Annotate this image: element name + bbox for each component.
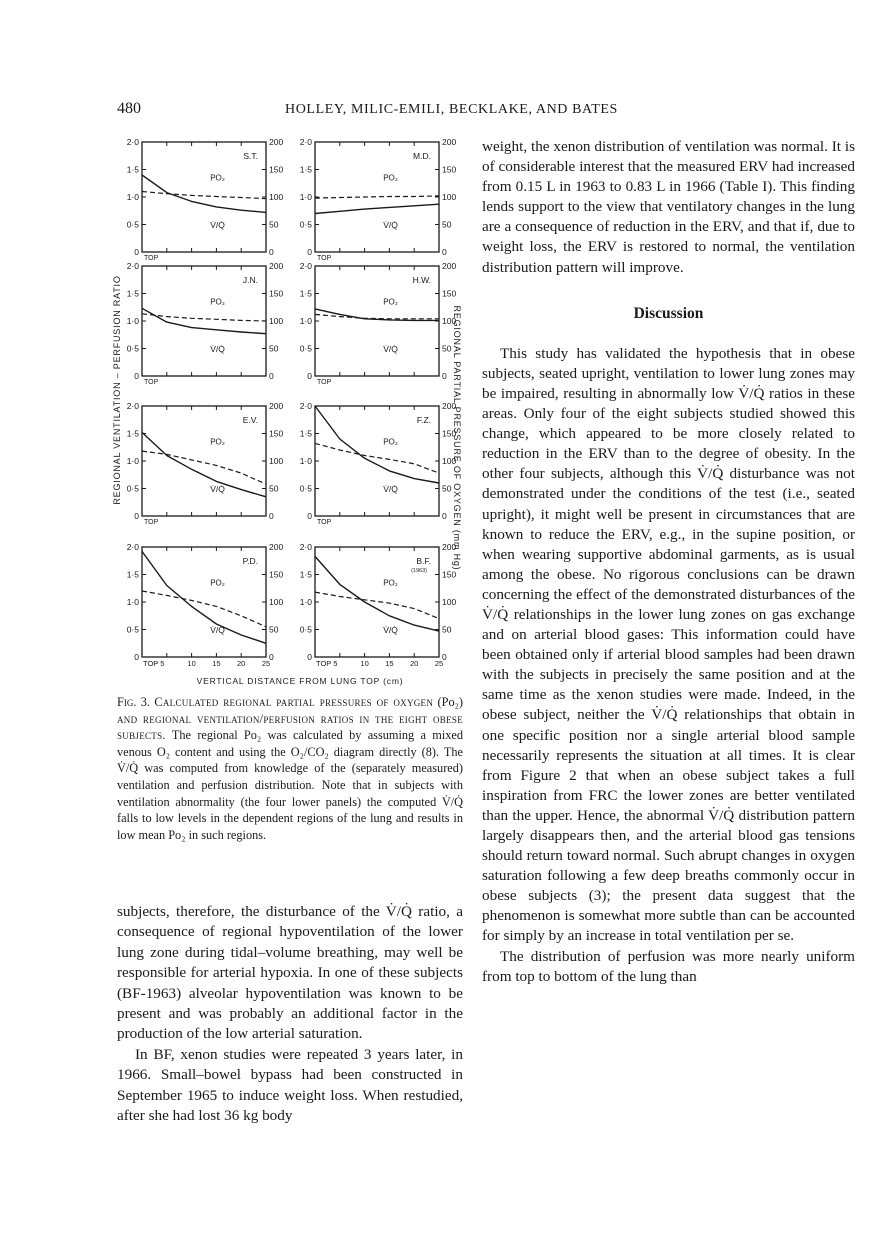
right-tick-label: 0 [442, 371, 447, 381]
left-tick-label: 1·5 [299, 288, 312, 299]
right-tick-label: 50 [442, 219, 452, 230]
x-tick-label: 10 [360, 659, 369, 668]
right-tick-label: 0 [269, 511, 274, 521]
vq-label: V̇/Q̇ [210, 219, 225, 230]
x-tick-label: 25 [261, 659, 271, 668]
vq-label: V̇/Q̇ [383, 483, 398, 494]
left-tick-label: 0 [134, 247, 139, 257]
right-tick-label: 200 [442, 401, 457, 411]
left-tick-label: 1·0 [126, 597, 139, 607]
right-tick-label: 50 [442, 343, 452, 354]
left-tick-label: 0 [134, 511, 139, 521]
vq-label: V̇/Q̇ [383, 219, 398, 230]
left-tick-label: 0 [307, 247, 312, 257]
left-tick-label: 0 [307, 511, 312, 521]
vq-label: V̇/Q̇ [210, 483, 225, 494]
right-tick-label: 50 [269, 483, 279, 494]
left-tick-label: 1·0 [299, 456, 312, 466]
po2-label: PO₂ [210, 173, 225, 183]
caption-body: The regional Po₂ was calculated by assuming a mixed venous O₂ content and using the O₂/CO₂ diagram directly (8). The V̇/Q̇ was computed from knowledge of the (separately measured) ventilation and perfusion distribution. Note that in subjects with ventilation abnormality (the four lower panels) the computed V̇/Q̇ falls to low levels in the dependent regions of the lung and results in low mean Po₂ in such regions. [117, 728, 463, 842]
right-tick-label: 100 [269, 597, 284, 607]
running-head: HOLLEY, MILIC-EMILI, BECKLAKE, AND BATES [285, 102, 618, 117]
right-tick-label: 0 [269, 247, 274, 257]
po2-dashed-line [142, 591, 266, 627]
left-tick-label: 1·0 [299, 597, 312, 607]
left-tick-label: 1·5 [126, 569, 139, 580]
x-tick-label: 20 [410, 659, 419, 668]
left-tick-label: 1·5 [299, 164, 312, 175]
right-tick-label: 200 [269, 542, 284, 552]
left-tick-label: 0 [307, 652, 312, 662]
left-tick-label: 2·0 [299, 261, 312, 271]
po2-label: PO₂ [383, 173, 398, 183]
x-axis-label: VERTICAL DISTANCE FROM LUNG TOP (cm) [196, 676, 404, 686]
vq-label: V̇/Q̇ [210, 343, 225, 354]
right-tick-label: 100 [269, 192, 284, 202]
po2-label: PO₂ [210, 437, 225, 447]
vq-label: V̇/Q̇ [210, 624, 225, 635]
right-tick-label: 0 [442, 511, 447, 521]
po2-dashed-line [142, 314, 266, 321]
left-tick-label: 1·5 [299, 428, 312, 439]
left-tick-label: 0·5 [299, 624, 312, 635]
right-tick-label: 150 [269, 428, 284, 439]
right-tick-label: 200 [442, 542, 457, 552]
right-tick-label: 0 [442, 247, 447, 257]
right-paragraph-top: weight, the xenon distribution of ventilation was normal. It is of considerable interest that the measured ERV had increased from 0.15 L in 1963 to 0.83 L in 1966 (Table I). This finding lends support to the view that ventilatory changes in the lung are a consequence of reduction in the ERV, and that if, due to weight loss, the ERV is restored to normal, the ventilation distribution pattern will improve. [482, 138, 855, 276]
left-column-text [117, 902, 463, 1126]
left-tick-label: 0·5 [299, 343, 312, 354]
discussion-paragraph-2: The distribution of perfusion was more nearly uniform from top to bottom of the lung than [482, 947, 855, 985]
vq-label: V̇/Q̇ [383, 624, 398, 635]
left-tick-label: 2·0 [126, 261, 139, 271]
vq-line [315, 204, 439, 213]
right-tick-label: 50 [442, 483, 452, 494]
panel-subject-label: S.T. [243, 151, 258, 161]
right-axis-label: REGIONAL PARTIAL PRESSURE OF OXYGEN (mm Hg) [452, 305, 462, 571]
left-tick-label: 2·0 [299, 542, 312, 552]
left-tick-label: 1·5 [126, 164, 139, 175]
panel-subject-label: H.W. [412, 275, 431, 285]
right-tick-label: 150 [442, 288, 457, 299]
x-top-label: TOP [144, 379, 159, 386]
discussion-paragraph-1: This study has validated the hypothesis that in obese subjects, seated upright, ventilation to lower lung zones may be impaired, resulting in abnormally low V̇/Q̇ ratios in these areas. Only four of the eight subjects studied showed this change, which appeared to be more closely related to reduction in the ERV than to the degree of obesity. In the other four subjects, although this V̇/Q̇ disturbance was not demonstrated under the conditions of the test (i.e., seated upright), it might well be present in circumstances that are known to reduce the ERV, e.g., in the supine position, or when wearing supportive abdominal garments, as is usual among the obese. No rigorous conclusions can be drawn concerning the effect of the demonstrated disturbances of the V̇/Q̇ relationships in the lower lung zones on gas exchange and on arterial blood gases: This information could have been obtained only if arterial blood samples had been drawn with the subjects in precisely the same position and at the same time as the xenon studies were made. Indeed, in the obese subject, neither the V̇/Q̇ relationships that obtain in one specific position nor a single arterial blood sample necessarily represents the situation at all times. It is clear from Figure 2 that when an obese subject takes a full inspiration from FRC the lower zones are better ventilated than the upper. Hence, the abnormal V̇/Q̇ distribution pattern largely disappears then, and the arterial blood gas tensions should return toward normal. Such abrupt changes in oxygen saturation following a few deep breaths commonly occur in obese subjects (3); the present data suggest that the phenomenon is somewhat more subtle than can be accounted for simply by an increase in total ventilation per se. [482, 344, 855, 945]
x-top-label: TOP [317, 379, 332, 386]
panel-subject-label: E.V. [242, 415, 258, 425]
right-tick-label: 150 [269, 288, 284, 299]
x-tick-label: 25 [434, 659, 444, 668]
right-tick-label: 100 [269, 316, 284, 326]
left-tick-label: 2·0 [299, 138, 312, 147]
x-tick-label: 20 [237, 659, 246, 668]
po2-dashed-line [315, 196, 439, 198]
left-tick-label: 0 [307, 371, 312, 381]
left-tick-label: 0 [134, 652, 139, 662]
vq-line [142, 432, 266, 496]
right-tick-label: 0 [442, 652, 447, 662]
left-axis-label: REGIONAL VENTILATION – PERFUSION RATIO [112, 275, 122, 505]
figure-caption [117, 694, 463, 843]
left-tick-label: 1·0 [299, 316, 312, 326]
right-tick-label: 150 [269, 569, 284, 580]
panel-subject-year: (1963) [411, 568, 427, 574]
po2-label: PO₂ [383, 297, 398, 307]
right-tick-label: 100 [442, 316, 457, 326]
po2-label: PO₂ [210, 578, 225, 588]
po2-dashed-line [142, 192, 266, 199]
caption-title-part1: Calculated regional partial pressures of oxygen [154, 695, 434, 709]
right-tick-label: 100 [442, 192, 457, 202]
left-tick-label: 1·0 [126, 316, 139, 326]
left-tick-label: 0·5 [126, 343, 139, 354]
section-heading-discussion: Discussion [633, 304, 704, 322]
right-tick-label: 100 [269, 456, 284, 466]
x-top-label: TOP [317, 519, 332, 526]
panel-subject-label: J.N. [242, 275, 258, 285]
panel-subject-label: B.F. [416, 556, 431, 566]
caption-po2: (Po₂) [437, 695, 463, 709]
left-tick-label: 0 [134, 371, 139, 381]
po2-label: PO₂ [383, 437, 398, 447]
x-tick-label: TOP 5 [316, 659, 338, 668]
x-tick-label: 15 [385, 659, 394, 668]
left-tick-label: 2·0 [299, 401, 312, 411]
x-tick-label: TOP 5 [143, 659, 165, 668]
right-tick-label: 200 [269, 138, 284, 147]
vq-label: V̇/Q̇ [383, 343, 398, 354]
left-tick-label: 1·5 [126, 428, 139, 439]
right-tick-label: 100 [442, 456, 457, 466]
panel-subject-label: P.D. [242, 556, 258, 566]
page-header [0, 100, 890, 122]
caption-title-part2: and regional ventilation/perfusion ratios in the eight obese subjects. [117, 711, 463, 743]
right-tick-label: 150 [442, 164, 457, 175]
panel-subject-label: M.D. [413, 151, 431, 161]
left-tick-label: 1·0 [299, 192, 312, 202]
left-tick-label: 0·5 [126, 624, 139, 635]
right-tick-label: 200 [269, 261, 284, 271]
x-tick-label: 15 [212, 659, 221, 668]
right-tick-label: 150 [269, 164, 284, 175]
caption-fig-label: Fig. 3. [117, 695, 150, 709]
panel-subject-label: F.Z. [416, 415, 431, 425]
left-tick-label: 0·5 [299, 219, 312, 230]
right-tick-label: 50 [269, 343, 279, 354]
x-top-label: TOP [144, 255, 159, 262]
right-tick-label: 0 [269, 371, 274, 381]
po2-label: PO₂ [210, 297, 225, 307]
right-tick-label: 200 [442, 138, 457, 147]
figure-3-chart-grid [110, 138, 465, 688]
left-paragraph-2: In BF, xenon studies were repeated 3 years later, in 1966. Small–bowel bypass had been constructed in September 1965 to induce weight loss. When restudied, after she had lost 36 kg body [117, 1045, 463, 1125]
right-tick-label: 200 [269, 401, 284, 411]
left-tick-label: 0·5 [299, 483, 312, 494]
left-paragraph-1: subjects, therefore, the disturbance of the V̇/Q̇ ratio, a consequence of regional hypoventilation of the lower lung zone during tidal–volume breathing, may well be responsible for arterial hypoxia. In one of these subjects (BF-1963) alveolar hypoventilation was known to be present and was probably an additional factor in the production of the low arterial saturation. [117, 903, 463, 1043]
right-tick-label: 50 [442, 624, 452, 635]
right-tick-label: 150 [442, 569, 457, 580]
page-number: 480 [117, 100, 141, 117]
right-column-text [482, 137, 855, 987]
left-tick-label: 2·0 [126, 542, 139, 552]
po2-dashed-line [142, 451, 266, 484]
left-tick-label: 2·0 [126, 401, 139, 411]
left-tick-label: 1·0 [126, 456, 139, 466]
right-tick-label: 100 [442, 597, 457, 607]
po2-dashed-line [315, 592, 439, 618]
x-top-label: TOP [144, 519, 159, 526]
left-tick-label: 1·0 [126, 192, 139, 202]
po2-dashed-line [315, 443, 439, 473]
left-tick-label: 0·5 [126, 483, 139, 494]
right-tick-label: 0 [269, 652, 274, 662]
po2-dashed-line [315, 314, 439, 318]
right-tick-label: 200 [442, 261, 457, 271]
x-tick-label: 10 [187, 659, 196, 668]
po2-label: PO₂ [383, 578, 398, 588]
right-tick-label: 50 [269, 624, 279, 635]
left-tick-label: 0·5 [126, 219, 139, 230]
left-tick-label: 1·5 [299, 569, 312, 580]
figure-3 [110, 138, 465, 688]
right-tick-label: 150 [442, 428, 457, 439]
right-tick-label: 50 [269, 219, 279, 230]
left-tick-label: 2·0 [126, 138, 139, 147]
left-tick-label: 1·5 [126, 288, 139, 299]
x-top-label: TOP [317, 255, 332, 262]
